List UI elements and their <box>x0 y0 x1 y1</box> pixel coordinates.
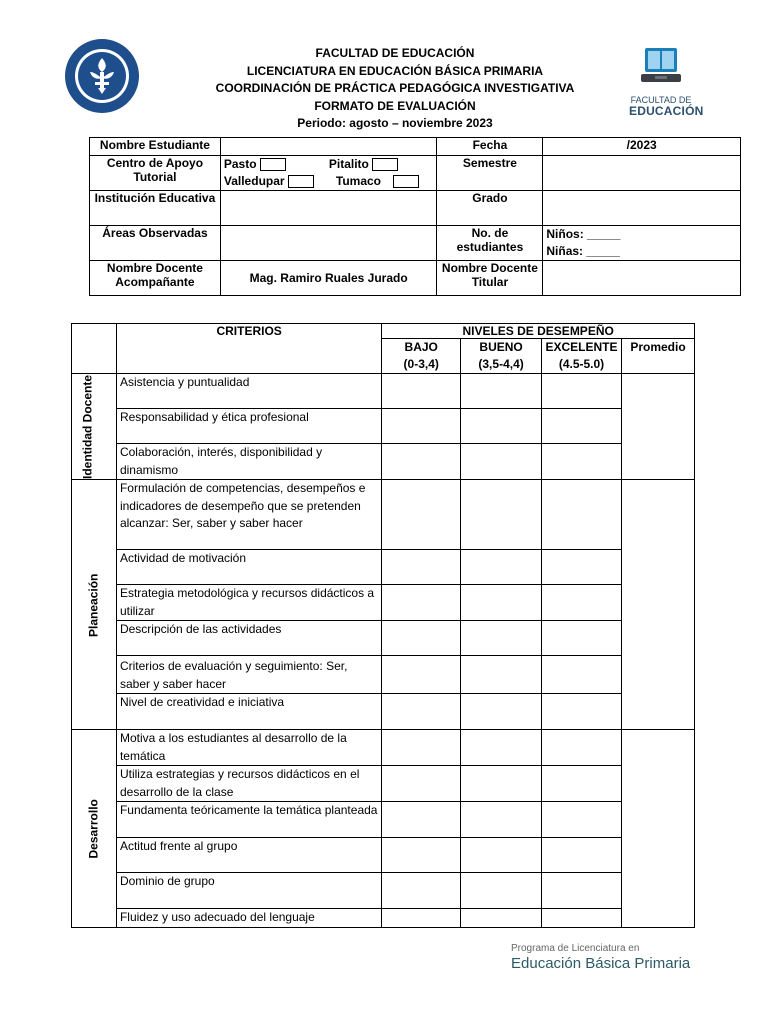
label-docente-acompanante: Nombre Docente Acompañante <box>90 261 221 296</box>
field-docente-titular[interactable] <box>543 261 741 296</box>
header-excelente-label: EXCELENTE <box>545 340 618 354</box>
promedio-identidad[interactable] <box>622 374 695 480</box>
label-grado: Grado <box>437 191 543 226</box>
score-excelente[interactable] <box>542 444 622 480</box>
header-niveles: NIVELES DE DESEMPEÑO <box>382 324 695 339</box>
field-docente-acompanante: Mag. Ramiro Ruales Jurado <box>220 261 437 296</box>
option-pasto-label: Pasto <box>223 157 257 171</box>
section-desarrollo: Desarrollo <box>72 730 117 928</box>
score-bueno[interactable] <box>461 730 542 766</box>
score-excelente[interactable] <box>542 374 622 409</box>
criteria-table <box>71 323 695 928</box>
header-bueno <box>461 339 542 374</box>
header-program: LICENCIATURA EN EDUCACIÓN BÁSICA PRIMARIA <box>246 63 544 78</box>
label-docente-titular: Nombre Docente Titular <box>437 261 543 296</box>
score-bueno[interactable] <box>461 409 542 444</box>
score-bajo[interactable] <box>382 409 461 444</box>
program-footer-logo <box>511 942 701 973</box>
criterion-row: Estrategia metodológica y recursos didácticos a utilizar <box>116 585 381 621</box>
score-excelente[interactable] <box>542 550 622 585</box>
criterion-row: Responsabilidad y ética profesional <box>116 409 381 444</box>
promedio-desarrollo[interactable] <box>622 730 695 928</box>
corner-cell <box>72 324 117 374</box>
score-bajo[interactable] <box>382 550 461 585</box>
score-excelente[interactable] <box>542 873 622 909</box>
score-bueno[interactable] <box>461 838 542 873</box>
laptop-book-icon <box>639 44 683 88</box>
score-bajo[interactable] <box>382 656 461 694</box>
score-excelente[interactable] <box>542 656 622 694</box>
criterion-row: Formulación de competencias, desempeños e indicadores de desempeño que se pretenden alcanzar: Ser, saber y saber hacer <box>116 480 381 550</box>
criterion-row: Descripción de las actividades <box>116 621 381 656</box>
score-bueno[interactable] <box>461 766 542 802</box>
score-bueno[interactable] <box>461 480 542 550</box>
score-bueno[interactable] <box>461 656 542 694</box>
header-excelente-range: (4.5-5.0) <box>558 357 605 371</box>
promedio-planeacion[interactable] <box>622 480 695 730</box>
criterion-row: Asistencia y puntualidad <box>116 374 381 409</box>
score-bueno[interactable] <box>461 909 542 928</box>
criterion-row: Actitud frente al grupo <box>116 838 381 873</box>
section-planeacion: Planeación <box>72 480 117 730</box>
score-bajo[interactable] <box>382 766 461 802</box>
label-no-estudiantes: No. de estudiantes <box>437 226 543 261</box>
criterion-row: Dominio de grupo <box>116 873 381 909</box>
score-excelente[interactable] <box>542 585 622 621</box>
checkbox-pitalito[interactable] <box>372 158 398 171</box>
footer-line1: Programa de Licenciatura en <box>511 943 640 954</box>
header-coordination: COORDINACIÓN DE PRÁCTICA PEDAGÓGICA INVESTIGATIVA <box>215 81 575 95</box>
score-bajo[interactable] <box>382 480 461 550</box>
header-bajo-label: BAJO <box>404 340 438 354</box>
score-bajo[interactable] <box>382 374 461 409</box>
score-excelente[interactable] <box>542 694 622 730</box>
criterion-row: Colaboración, interés, disponibilidad y dinamismo <box>116 444 381 480</box>
criterion-row: Motiva a los estudiantes al desarrollo de la temática <box>116 730 381 766</box>
score-bueno[interactable] <box>461 694 542 730</box>
faculty-logo-line1: FACULTAD DE <box>630 95 692 105</box>
label-centro-apoyo: Centro de Apoyo Tutorial <box>90 156 221 191</box>
option-valledupar-label: Valledupar <box>223 174 285 188</box>
field-semestre[interactable] <box>543 156 741 191</box>
criterion-row: Criterios de evaluación y seguimiento: Ser, saber y saber hacer <box>116 656 381 694</box>
score-bajo[interactable] <box>382 909 461 928</box>
field-institucion[interactable] <box>220 191 437 226</box>
criterion-row: Fluidez y uso adecuado del lenguaje <box>116 909 381 928</box>
score-bajo[interactable] <box>382 621 461 656</box>
header-promedio: Promedio <box>622 339 695 374</box>
score-bajo[interactable] <box>382 694 461 730</box>
student-info-table <box>89 137 741 296</box>
header-period: Periodo: agosto – noviembre 2023 <box>297 116 493 130</box>
score-bajo[interactable] <box>382 444 461 480</box>
score-bajo[interactable] <box>382 873 461 909</box>
criterion-row: Actividad de motivación <box>116 550 381 585</box>
header-excelente <box>542 339 622 374</box>
score-excelente[interactable] <box>542 621 622 656</box>
field-fecha[interactable]: /2023 <box>543 138 741 156</box>
header-bueno-range: (3,5-4,4) <box>478 357 524 371</box>
header-format: FORMATO DE EVALUACIÓN <box>314 98 476 113</box>
label-areas: Áreas Observadas <box>90 226 221 261</box>
faculty-logo-line2: EDUCACIÓN <box>629 104 704 118</box>
university-seal-logo <box>64 38 140 114</box>
score-excelente[interactable] <box>542 409 622 444</box>
header-bueno-label: BUENO <box>479 340 523 354</box>
score-excelente[interactable] <box>542 909 622 928</box>
score-bueno[interactable] <box>461 802 542 838</box>
label-institucion: Institución Educativa <box>90 191 221 226</box>
score-bajo[interactable] <box>382 838 461 873</box>
faculty-logo <box>629 44 704 118</box>
checkbox-pasto[interactable] <box>260 158 286 171</box>
field-areas[interactable] <box>220 226 437 261</box>
score-bajo[interactable] <box>382 802 461 838</box>
criterion-row: Fundamenta teóricamente la temática planteada <box>116 802 381 838</box>
checkbox-valledupar[interactable] <box>288 175 314 188</box>
score-bueno[interactable] <box>461 374 542 409</box>
field-nombre-estudiante[interactable] <box>220 138 437 156</box>
score-bueno[interactable] <box>461 585 542 621</box>
option-pitalito-label: Pitalito <box>328 157 369 171</box>
ninas-count: Niñas: _____ <box>546 244 620 258</box>
field-grado[interactable] <box>543 191 741 226</box>
score-bueno[interactable] <box>461 873 542 909</box>
field-no-estudiantes[interactable] <box>543 226 741 261</box>
header-faculty: FACULTAD DE EDUCACIÓN <box>315 46 475 60</box>
score-excelente[interactable] <box>542 766 622 802</box>
header-bajo-range: (0-3,4) <box>403 357 439 371</box>
section-identidad-docente: Identidad Docente <box>72 374 117 480</box>
header-bajo <box>382 339 461 374</box>
criterion-row: Utiliza estrategias y recursos didácticos en el desarrollo de la clase <box>116 766 381 802</box>
score-bajo[interactable] <box>382 585 461 621</box>
option-tumaco-label: Tumaco <box>335 174 381 188</box>
document-header <box>200 45 590 133</box>
ninos-count: Niños: _____ <box>546 227 621 241</box>
score-bueno[interactable] <box>461 550 542 585</box>
label-nombre-estudiante: Nombre Estudiante <box>90 138 221 156</box>
score-excelente[interactable] <box>542 480 622 550</box>
field-centro-apoyo <box>220 156 437 191</box>
header-criterios: CRITERIOS <box>116 324 381 374</box>
label-fecha: Fecha <box>437 138 543 156</box>
score-bueno[interactable] <box>461 444 542 480</box>
footer-line2: Educación Básica Primaria <box>511 955 691 972</box>
checkbox-tumaco[interactable] <box>393 175 419 188</box>
criterion-row: Nivel de creatividad e iniciativa <box>116 694 381 730</box>
score-excelente[interactable] <box>542 802 622 838</box>
label-semestre: Semestre <box>437 156 543 191</box>
score-excelente[interactable] <box>542 730 622 766</box>
score-excelente[interactable] <box>542 838 622 873</box>
score-bajo[interactable] <box>382 730 461 766</box>
score-bueno[interactable] <box>461 621 542 656</box>
